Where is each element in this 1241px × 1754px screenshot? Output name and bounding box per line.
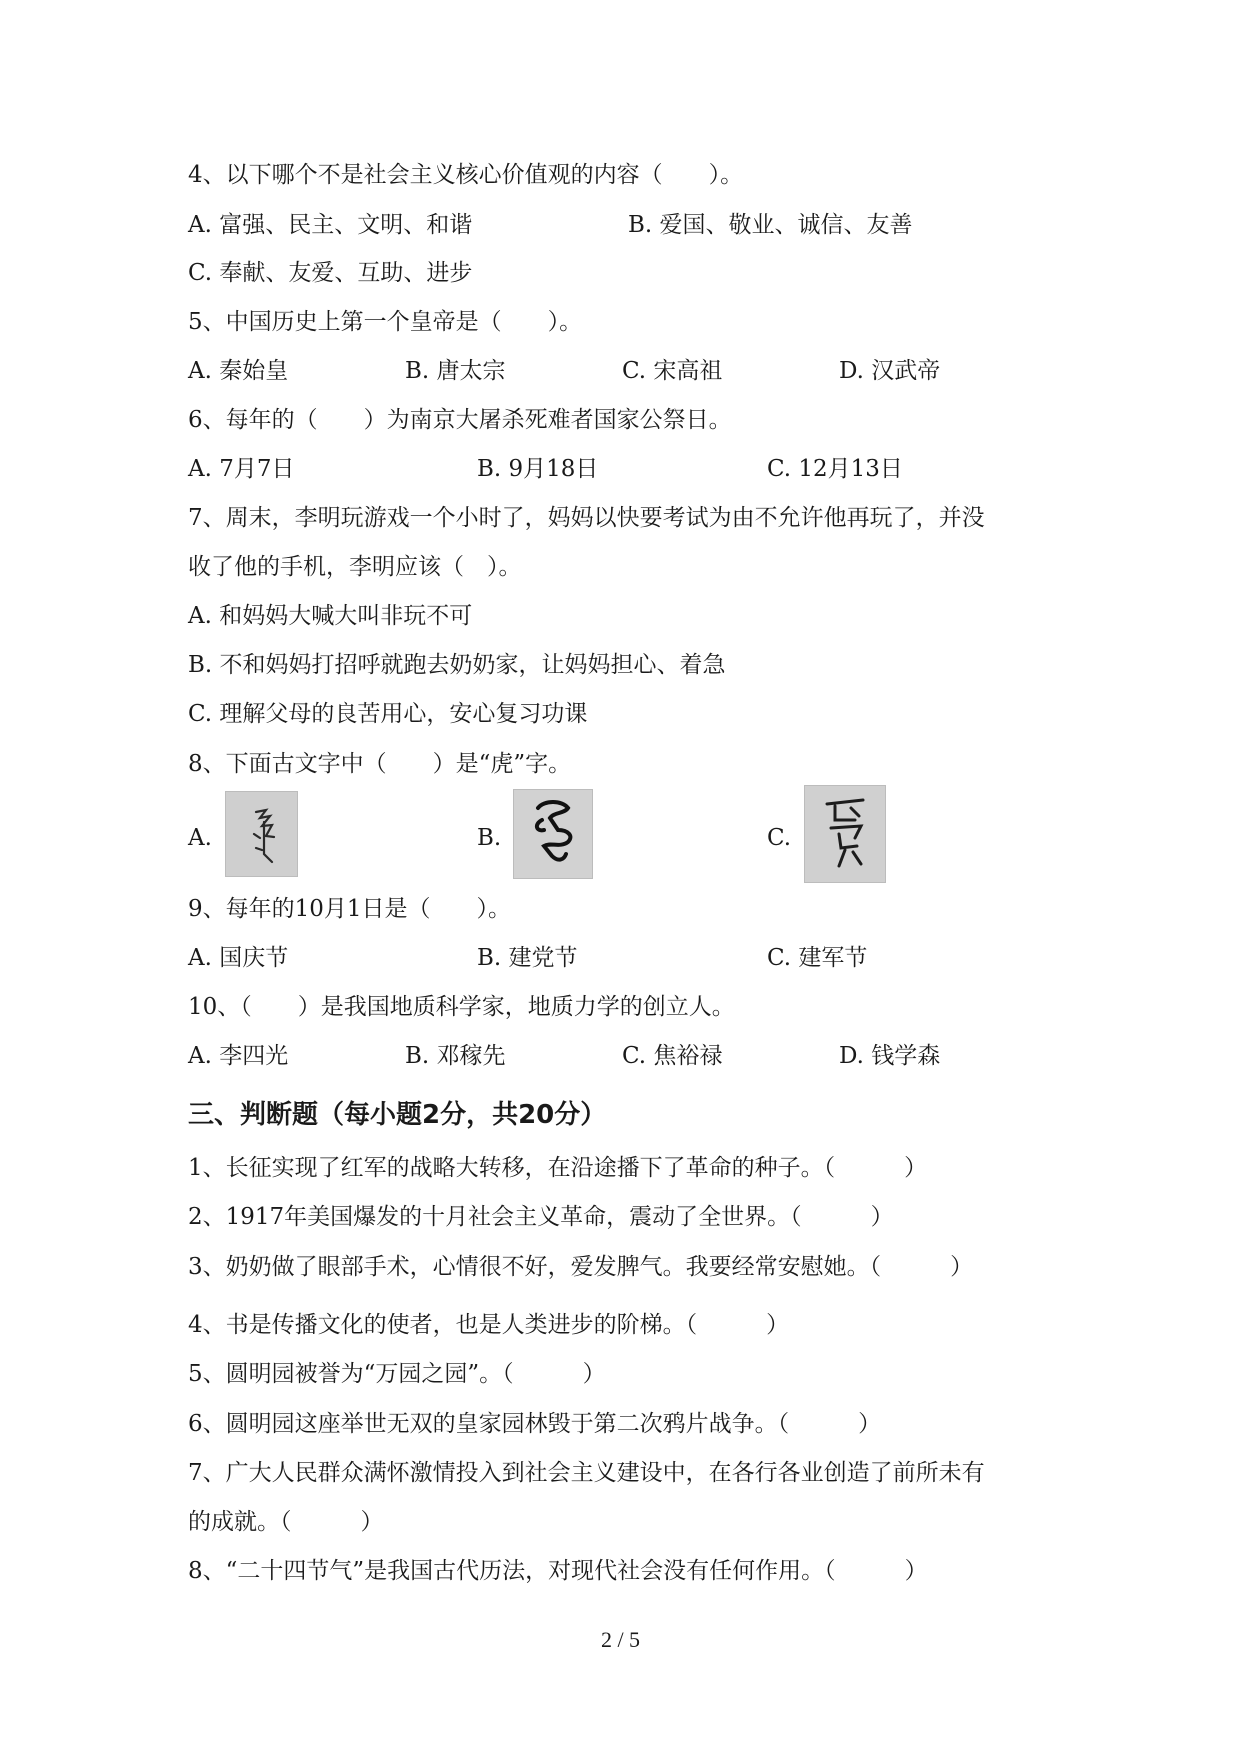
q7-option-a: A. 和妈妈大喊大叫非玩不可: [188, 603, 473, 629]
ancient-glyph-a-image: [225, 791, 298, 877]
q10-stem: 10、（ ）是我国地质科学家，地质力学的创立人。: [188, 994, 735, 1020]
page-number: 2 / 5: [600, 1627, 641, 1652]
judge-item-3: 3、奶奶做了眼部手术，心情很不好，爱发脾气。我要经常安慰她。（ ）: [188, 1254, 974, 1280]
q8-option-b: B.: [477, 825, 502, 851]
q5-stem: 5、中国历史上第一个皇帝是（ ）。: [188, 309, 583, 335]
judge-item-4: 4、书是传播文化的使者，也是人类进步的阶梯。（ ）: [188, 1312, 790, 1338]
q7-stem-line2: 收了他的手机，李明应该（ ）。: [188, 554, 522, 580]
q7-option-c: C. 理解父母的良苦用心，安心复习功课: [188, 701, 588, 727]
q5-option-c: C. 宋高祖: [622, 358, 723, 384]
q10-option-d: D. 钱学森: [839, 1043, 941, 1069]
section-heading: 三、判断题（每小题2分，共20分）: [188, 1100, 607, 1130]
q4-option-a: A. 富强、民主、文明、和谐: [188, 212, 473, 238]
q9-stem: 9、每年的10月1日是（ ）。: [188, 896, 512, 922]
ancient-glyph-b-image: [513, 789, 593, 879]
q10-option-b: B. 邓稼先: [405, 1043, 506, 1069]
judge-item-1: 1、长征实现了红军的战略大转移，在沿途播下了革命的种子。（ ）: [188, 1155, 928, 1181]
judge-item-5: 5、圆明园被誉为“万园之园”。（ ）: [188, 1361, 606, 1387]
q4-option-b: B. 爱国、敬业、诚信、友善: [628, 212, 913, 238]
q10-option-c: C. 焦裕禄: [622, 1043, 723, 1069]
ancient-glyph-c-image: [804, 785, 886, 883]
q8-stem: 8、下面古文字中（ ）是“虎”字。: [188, 751, 572, 777]
q9-option-b: B. 建党节: [477, 945, 578, 971]
judge-item-6: 6、圆明园这座举世无双的皇家园林毁于第二次鸦片战争。（ ）: [188, 1411, 882, 1437]
q6-option-c: C. 12月13日: [767, 456, 903, 482]
judge-item-8: 8、“二十四节气”是我国古代历法，对现代社会没有任何作用。（ ）: [188, 1558, 928, 1584]
q5-option-b: B. 唐太宗: [405, 358, 506, 384]
q7-option-b: B. 不和妈妈打招呼就跑去奶奶家，让妈妈担心、着急: [188, 652, 726, 678]
q6-option-b: B. 9月18日: [477, 456, 599, 482]
q6-option-a: A. 7月7日: [188, 456, 295, 482]
q9-option-c: C. 建军节: [767, 945, 868, 971]
q8-option-a: A.: [188, 825, 212, 851]
q4-stem: 4、以下哪个不是社会主义核心价值观的内容（ ）。: [188, 162, 744, 188]
judge-item-2: 2、1917年美国爆发的十月社会主义革命，震动了全世界。（ ）: [188, 1204, 894, 1230]
judge-item-7-line1: 7、广大人民群众满怀激情投入到社会主义建设中，在各行各业创造了前所未有: [188, 1460, 985, 1486]
q5-option-d: D. 汉武帝: [839, 358, 941, 384]
q7-stem-line1: 7、周末，李明玩游戏一个小时了，妈妈以快要考试为由不允许他再玩了，并没: [188, 505, 985, 531]
q6-stem: 6、每年的（ ）为南京大屠杀死难者国家公祭日。: [188, 407, 732, 433]
q4-option-c: C. 奉献、友爱、互助、进步: [188, 260, 473, 286]
q5-option-a: A. 秦始皇: [188, 358, 289, 384]
judge-item-7-line2: 的成就。（ ）: [188, 1509, 384, 1535]
q8-option-c: C.: [767, 825, 792, 851]
q10-option-a: A. 李四光: [188, 1043, 289, 1069]
q9-option-a: A. 国庆节: [188, 945, 289, 971]
